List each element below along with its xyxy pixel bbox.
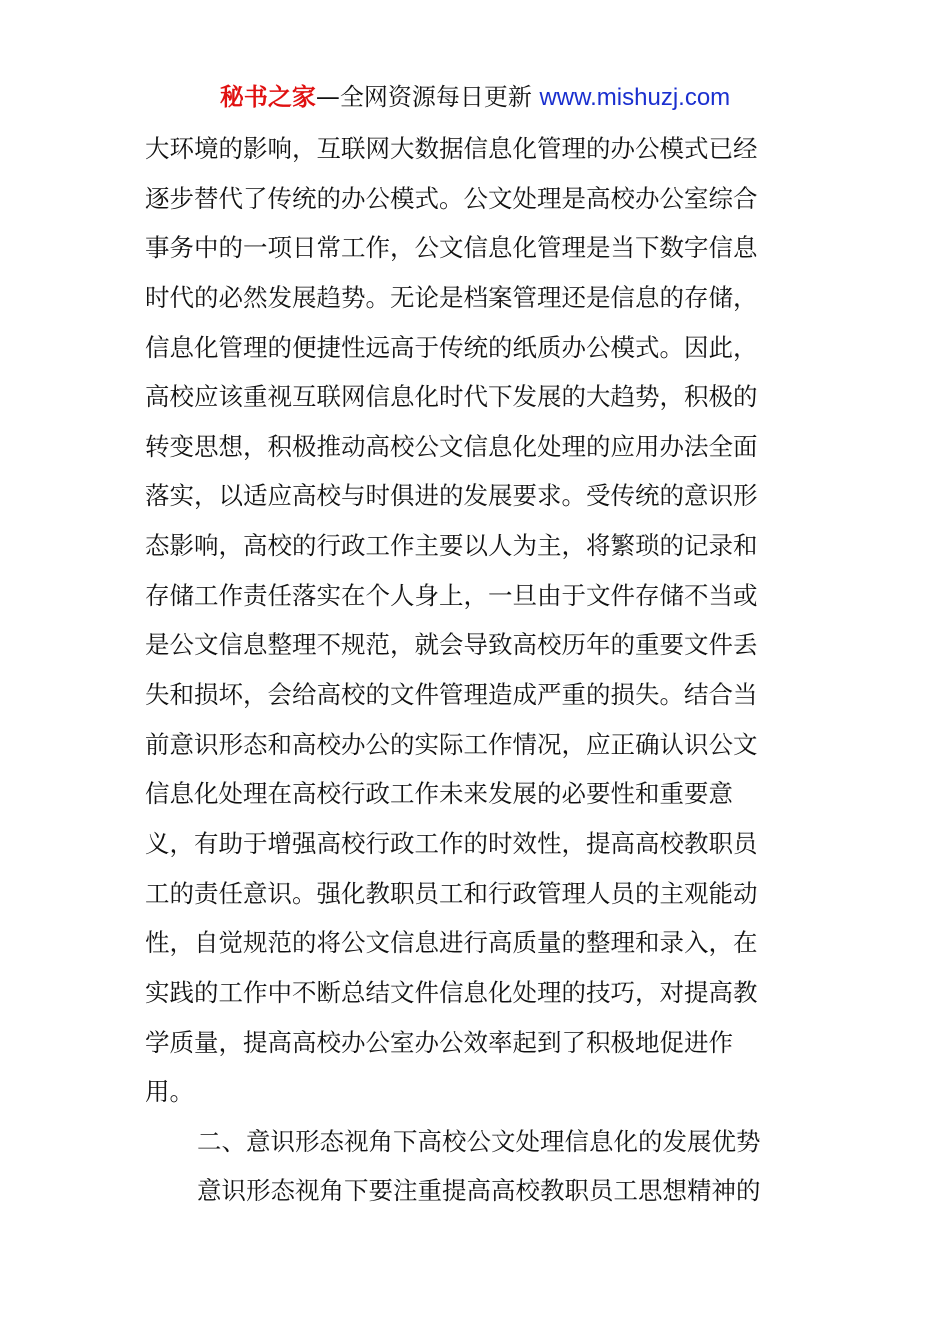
- text-line: 工的责任意识。强化教职员工和行政管理人员的主观能动: [145, 878, 758, 908]
- paragraph-first-line: 意识形态视角下要注重提高高校教职员工思想精神的: [197, 1176, 761, 1206]
- text-line: 态影响，高校的行政工作主要以人为主，将繁琐的记录和: [145, 531, 758, 561]
- text-line: 前意识形态和高校办公的实际工作情况，应正确认识公文: [145, 729, 758, 759]
- text-line: 大环境的影响，互联网大数据信息化管理的办公模式已经: [145, 134, 758, 163]
- document-body: [145, 124, 810, 1216]
- section-heading: 二、意识形态视角下高校公文处理信息化的发展优势: [197, 1126, 761, 1156]
- text-line: 逐步替代了传统的办公模式。公文处理是高校办公室综合: [145, 183, 758, 213]
- text-line: 信息化处理在高校行政工作未来发展的必要性和重要意: [145, 779, 733, 809]
- brand-name: 秘书之家: [219, 83, 316, 111]
- header-url[interactable]: www.mishuzj.com: [539, 84, 731, 111]
- text-line: 转变思想，积极推动高校公文信息化处理的应用办法全面: [145, 431, 758, 461]
- text-line: 实践的工作中不断总结文件信息化处理的技巧，对提高教: [145, 977, 758, 1007]
- page-header: [0, 80, 950, 115]
- text-line: 高校应该重视互联网信息化时代下发展的大趋势，积极的: [145, 382, 758, 412]
- text-line: 义，有助于增强高校行政工作的时效性，提高高校教职员: [145, 828, 758, 858]
- text-line: 用。: [145, 1077, 194, 1107]
- text-line: 信息化管理的便捷性远高于传统的纸质办公模式。因此，: [145, 332, 758, 362]
- header-tagline: —全网资源每日更新: [315, 83, 540, 111]
- text-line: 学质量，提高高校办公室办公效率起到了积极地促进作: [145, 1027, 733, 1057]
- text-line: 是公文信息整理不规范，就会导致高校历年的重要文件丢: [145, 630, 758, 660]
- text-line: 落实，以适应高校与时俱进的发展要求。受传统的意识形: [145, 481, 758, 511]
- text-line: 事务中的一项日常工作，公文信息化管理是当下数字信息: [145, 233, 758, 263]
- text-line: 时代的必然发展趋势。无论是档案管理还是信息的存储，: [145, 282, 758, 312]
- text-line: 存储工作责任落实在个人身上，一旦由于文件存储不当或: [145, 580, 758, 610]
- text-line: 失和损坏，会给高校的文件管理造成严重的损失。结合当: [145, 680, 758, 710]
- text-line: 性，自觉规范的将公文信息进行高质量的整理和录入，在: [145, 928, 758, 958]
